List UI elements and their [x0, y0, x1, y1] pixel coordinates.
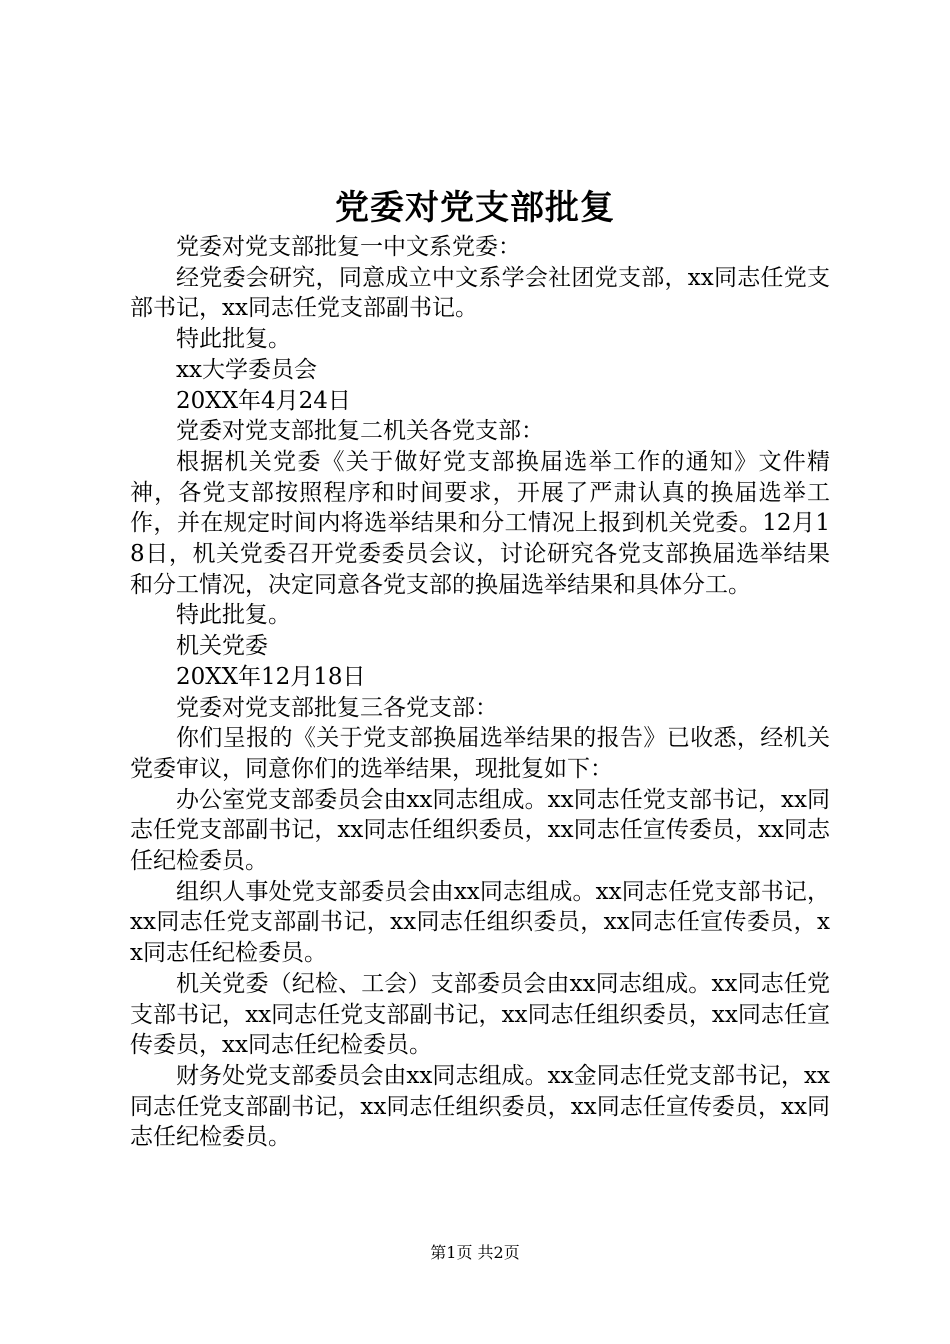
paragraph: 党委对党支部批复一中文系党委： — [176, 234, 521, 260]
paragraph: 机关党委（纪检、工会）支部委员会由xx同志组成。xx同志任党支部书记，xx同志任党支部副书记，xx同志任组织委员，xx同志任宣传委员，xx同志任纪检委员。 — [130, 970, 830, 1059]
paragraph: 特此批复。 — [176, 326, 291, 353]
paragraph: 你们呈报的《关于党支部换届选举结果的报告》已收悉，经机关党委审议，同意你们的选举结果，现批复如下： — [130, 725, 830, 782]
paragraph: 财务处党支部委员会由xx同志组成。xx金同志任党支部书记，xx同志任党支部副书记，xx同志任组织委员，xx同志任宣传委员，xx同志任纪检委员。 — [130, 1062, 830, 1151]
paragraph: 20XX年12月18日 — [176, 663, 366, 690]
paragraph: xx大学委员会 — [176, 356, 317, 383]
paragraph: 党委对党支部批复三各党支部： — [176, 694, 498, 721]
paragraph: 经党委会研究，同意成立中文系学会社团党支部，xx同志任党支部书记，xx同志任党支部副书记。 — [130, 264, 830, 322]
paragraph: 特此批复。 — [176, 602, 291, 629]
document-body — [130, 232, 830, 1153]
paragraph: 根据机关党委《关于做好党支部换届选举工作的通知》文件精神，各党支部按照程序和时间要求，开展了严肃认真的换届选举工作，并在规定时间内将选举结果和分工情况上报到机关党委。12月18日，机关党委召开党委委员会议，讨论研究各党支部换届选举结果和分工情况，决定同意各党支部的换届选举结果和具体分工。 — [130, 448, 830, 598]
paragraph: 机关党委 — [176, 633, 268, 660]
document-title: 党委对党支部批复 — [335, 188, 615, 228]
page-footer: 第1页 共2页 — [430, 1243, 520, 1262]
paragraph: 20XX年4月24日 — [176, 387, 351, 414]
paragraph: 办公室党支部委员会由xx同志组成。xx同志任党支部书记，xx同志任党支部副书记，xx同志任组织委员，xx同志任宣传委员，xx同志任纪检委员。 — [130, 786, 830, 875]
paragraph: 组织人事处党支部委员会由xx同志组成。xx同志任党支部书记，xx同志任党支部副书记，xx同志任组织委员，xx同志任宣传委员，xx同志任纪检委员。 — [130, 878, 830, 967]
paragraph: 党委对党支部批复二机关各党支部： — [176, 418, 544, 445]
